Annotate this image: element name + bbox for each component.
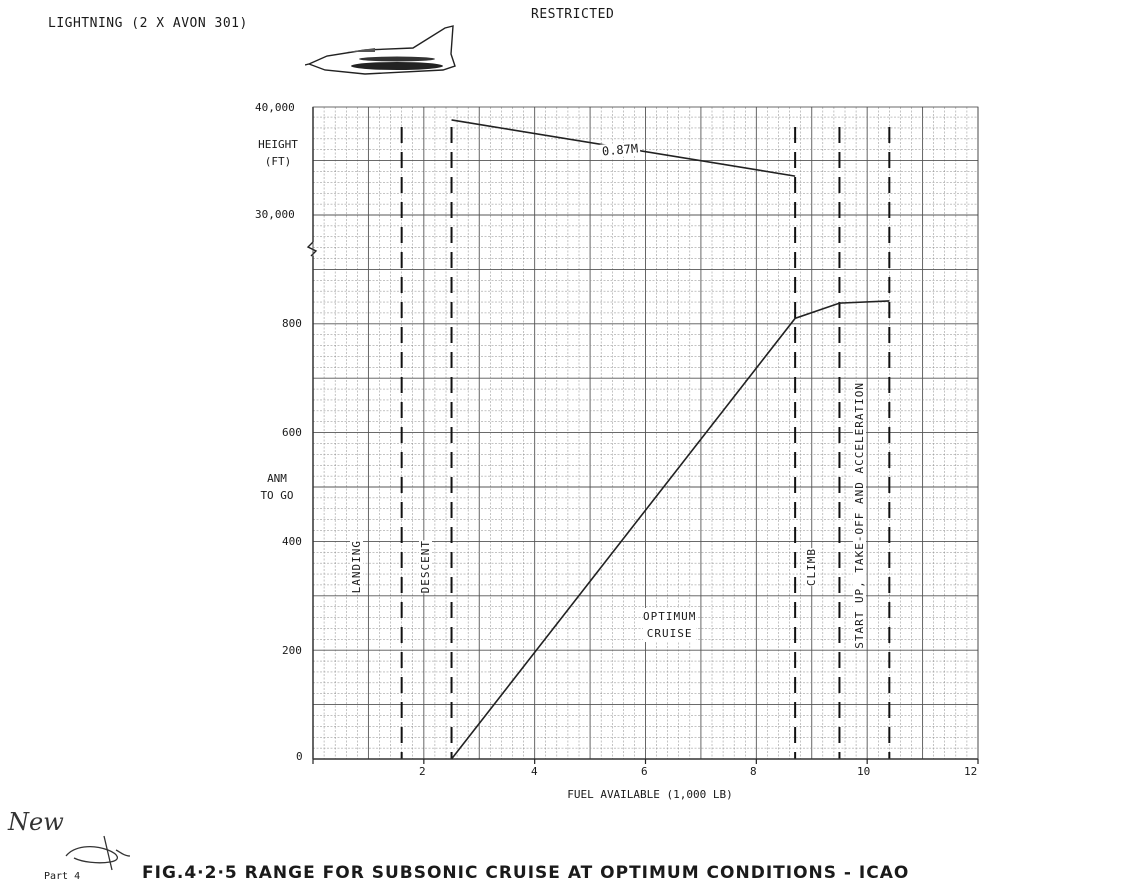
y-tick-label: 800 bbox=[282, 317, 302, 330]
classification-label: RESTRICTED bbox=[531, 7, 615, 22]
phase-label-startup: START UP, TAKE-OFF AND ACCELERATION bbox=[853, 382, 866, 649]
x-tick-label: 10 bbox=[857, 765, 871, 778]
height-axis-label: HEIGHT (FT) bbox=[258, 138, 298, 168]
phase-label-optimum-cruise: OPTIMUM CRUISE bbox=[643, 610, 697, 640]
x-tick-label: 4 bbox=[531, 765, 538, 778]
x-tick-label: 8 bbox=[750, 765, 757, 778]
y-tick-label: 400 bbox=[282, 535, 302, 548]
x-tick-label: 6 bbox=[641, 765, 648, 778]
grid bbox=[313, 107, 978, 759]
x-tick-label: 2 bbox=[419, 765, 426, 778]
phase-label-descent: DESCENT bbox=[419, 540, 432, 594]
phase-label-landing: LANDING bbox=[350, 540, 363, 594]
y-tick-label: 0 bbox=[296, 750, 303, 763]
x-tick-label: 12 bbox=[964, 765, 978, 778]
y-tick-label: 200 bbox=[282, 644, 302, 657]
axis-break-mark bbox=[308, 242, 316, 256]
range-series-line bbox=[452, 301, 890, 759]
mach-series-label: 0.87M bbox=[601, 141, 639, 159]
y-tick-label: 600 bbox=[282, 426, 302, 439]
x-axis-label: FUEL AVAILABLE (1,000 LB) bbox=[567, 788, 733, 801]
aircraft-title: LIGHTNING (2 X AVON 301) bbox=[48, 16, 248, 31]
part-label: Part 4 bbox=[44, 871, 81, 882]
phase-label-climb: CLIMB bbox=[805, 548, 818, 587]
handwritten-initials-icon bbox=[60, 826, 140, 872]
range-axis-label: ANM TO GO bbox=[260, 472, 294, 502]
y-tick-label: 40,000 bbox=[255, 101, 295, 114]
handwritten-note: New bbox=[8, 808, 64, 836]
y-tick-label: 30,000 bbox=[255, 208, 295, 221]
axes bbox=[308, 107, 978, 764]
figure-caption: FIG.4·2·5 RANGE FOR SUBSONIC CRUISE AT OPTIMUM CONDITIONS - ICAO bbox=[142, 863, 910, 883]
